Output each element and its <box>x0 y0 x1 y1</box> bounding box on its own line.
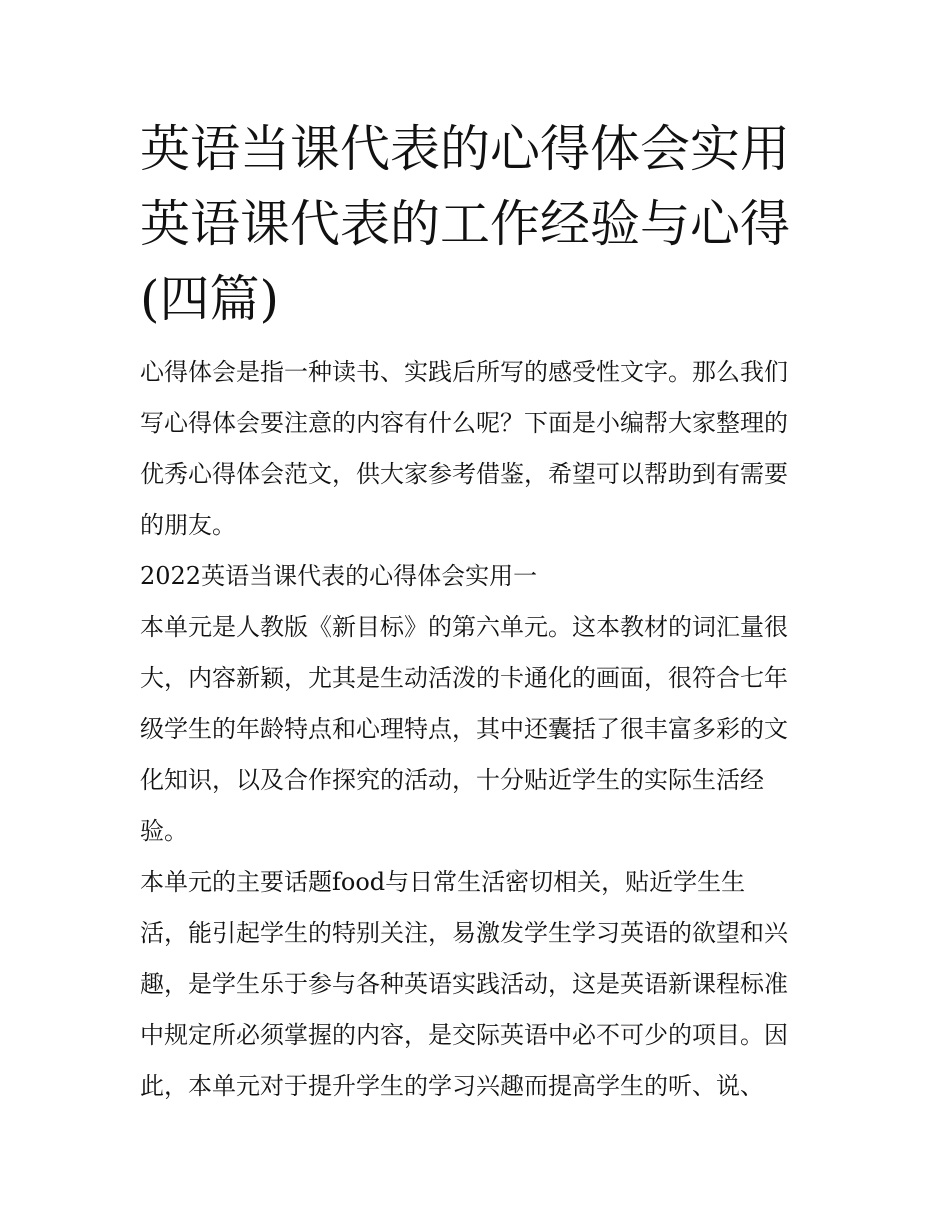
text-line: 此，本单元对于提升学生的学习兴趣而提高学生的听、说、 <box>140 1072 764 1100</box>
document-title <box>140 112 812 337</box>
text-line: 本单元是人教版《新目标》的第六单元。这本教材的词汇量很 <box>140 613 788 641</box>
text-line: 化知识，以及合作探究的活动，十分贴近学生的实际生活经 <box>140 766 764 794</box>
title-line-3: (四篇) <box>140 270 280 328</box>
text-line: 2022英语当课代表的心得体会实用一 <box>140 562 538 590</box>
text-line: 中规定所必须掌握的内容，是交际英语中必不可少的项目。因 <box>140 1021 788 1049</box>
text-line: 活，能引起学生的特别关注，易激发学生学习英语的欲望和兴 <box>140 919 788 947</box>
document-body <box>140 347 812 1112</box>
document-page <box>140 112 812 1112</box>
text-line: 大，内容新颖，尤其是生动活泼的卡通化的画面，很符合七年 <box>140 664 788 692</box>
paragraph-intro <box>140 347 812 551</box>
text-line: 验。 <box>140 817 188 845</box>
text-line: 本单元的主要话题food与日常生活密切相关，贴近学生生 <box>140 868 746 896</box>
title-line-1: 英语当课代表的心得体会实用 <box>140 120 790 178</box>
text-line: 优秀心得体会范文，供大家参考借鉴，希望可以帮助到有需要 <box>140 460 788 488</box>
text-line: 趣，是学生乐于参与各种英语实践活动，这是英语新课程标准 <box>140 970 788 998</box>
title-line-2: 英语课代表的工作经验与心得 <box>140 195 790 253</box>
paragraph-unit-topic <box>140 857 812 1112</box>
paragraph-unit-overview <box>140 602 812 857</box>
section-heading <box>140 551 812 602</box>
text-line: 心得体会是指一种读书、实践后所写的感受性文字。那么我们 <box>140 358 788 386</box>
text-line: 写心得体会要注意的内容有什么呢？下面是小编帮大家整理的 <box>140 409 788 437</box>
text-line: 级学生的年龄特点和心理特点，其中还囊括了很丰富多彩的文 <box>140 715 788 743</box>
text-line: 的朋友。 <box>140 511 236 539</box>
